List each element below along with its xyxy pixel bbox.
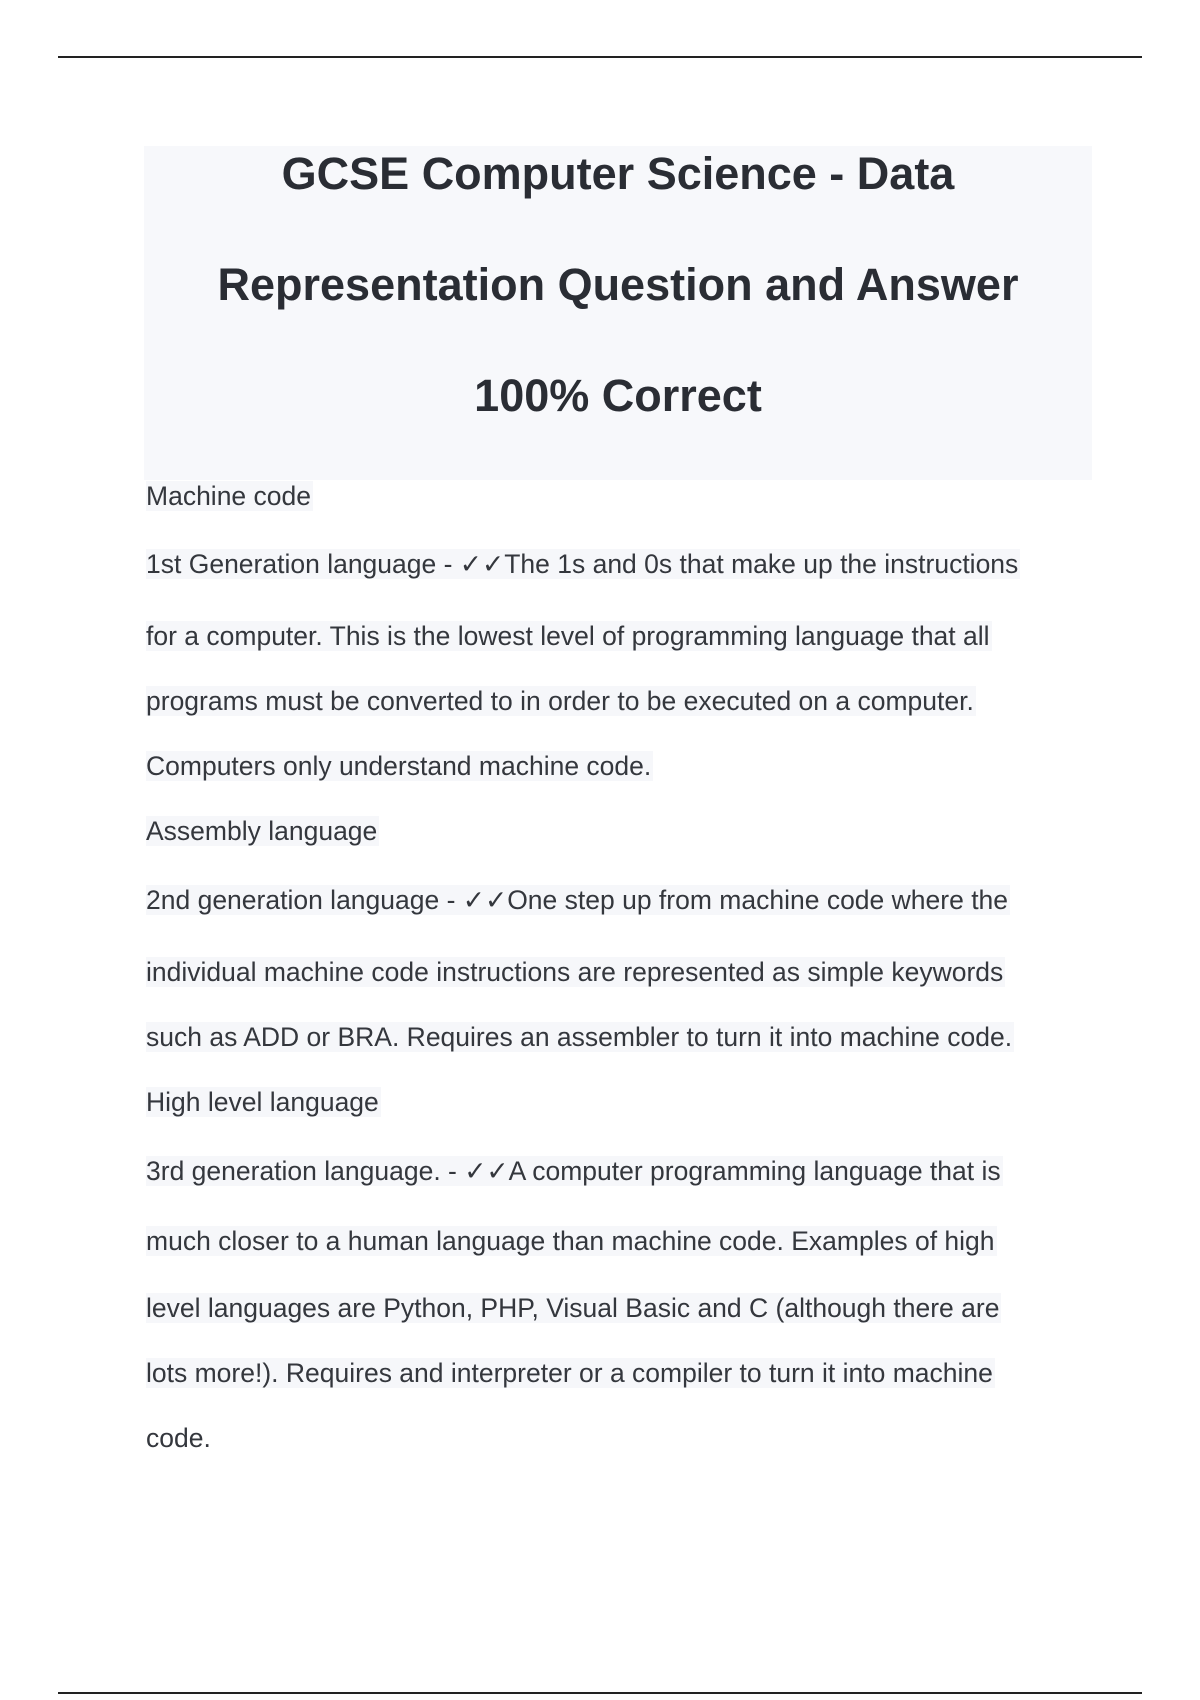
- term-label: Machine code: [146, 481, 311, 511]
- definition-text: lots more!). Requires and interpreter or a compiler to turn it into machine: [146, 1358, 993, 1388]
- definition-text: individual machine code instructions are represented as simple keywords: [146, 957, 1004, 987]
- definition-text: much closer to a human language than machine code. Examples of high: [146, 1226, 995, 1256]
- definition-line: [146, 683, 976, 719]
- document-title-line-1: GCSE Computer Science - Data: [281, 148, 955, 199]
- definition-text: 1st Generation language - ✓✓The 1s and 0s that make up the instructions: [146, 549, 1019, 579]
- definition-line: [146, 1420, 211, 1456]
- definition-line: [146, 882, 1010, 918]
- term-label: Assembly language: [146, 816, 378, 846]
- definition-line: [146, 546, 1020, 582]
- definition-text: programs must be converted to in order to be executed on a computer.: [146, 686, 974, 716]
- definition-line: [146, 1153, 1003, 1189]
- definition-line: [146, 1019, 1014, 1055]
- definition-line: [146, 954, 1005, 990]
- term-machine-code: [146, 478, 313, 514]
- definition-line: [146, 748, 653, 784]
- document-title-line-2: Representation Question and Answer: [217, 259, 1019, 310]
- definition-line: [146, 1355, 995, 1391]
- bottom-rule: [58, 1692, 1142, 1694]
- definition-line: [146, 618, 992, 654]
- title-block: [144, 146, 1092, 480]
- definition-text: 3rd generation language. - ✓✓A computer programming language that is: [146, 1156, 1001, 1186]
- definition-line: [146, 1223, 997, 1259]
- term-high-level-language: [146, 1084, 381, 1120]
- definition-text: such as ADD or BRA. Requires an assembler to turn it into machine code.: [146, 1022, 1013, 1052]
- term-assembly-language: [146, 813, 379, 849]
- definition-text: code.: [146, 1423, 211, 1453]
- definition-text: Computers only understand machine code.: [146, 751, 652, 781]
- top-rule: [58, 56, 1142, 58]
- definition-text: level languages are Python, PHP, Visual Basic and C (although there are: [146, 1293, 1000, 1323]
- term-label: High level language: [146, 1087, 379, 1117]
- definition-text: for a computer. This is the lowest level of programming language that all: [146, 621, 990, 651]
- definition-text: 2nd generation language - ✓✓One step up from machine code where the: [146, 885, 1009, 915]
- document-title-line-3: 100% Correct: [474, 370, 762, 421]
- definition-line: [146, 1290, 1001, 1326]
